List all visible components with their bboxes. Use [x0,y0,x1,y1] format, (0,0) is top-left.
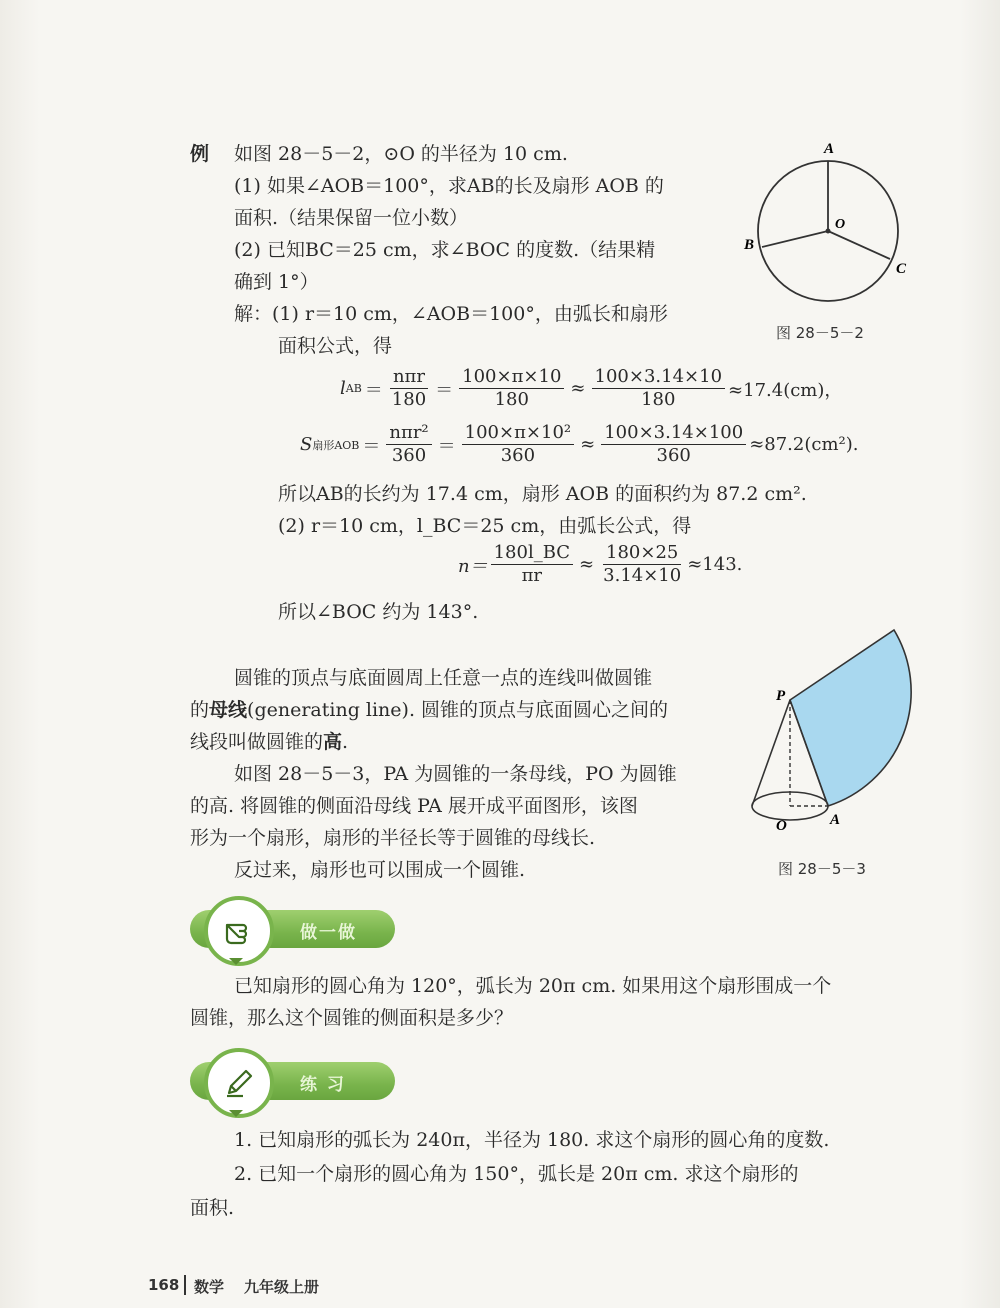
equation-arc-length: l AB ＝ $\frac{\text{nπr}}{180}$ ＝ $\frac{100\times\pi\times 10}{180}$ ≈ $\frac{100\times 3.14\times 10}{180}$ ≈17.4(cm)， [340,366,843,410]
cone-side-left [752,700,790,806]
page-number: 168 [148,1276,180,1294]
example-line-5: 确到 1°） [234,271,319,293]
label-P: P [776,688,786,704]
example-line-4: (2) 已知BC＝25 cm，求∠BOC 的度数.（结果精 [234,239,656,261]
activity-question-1: 已知扇形的圆心角为 120°，弧长为 20π cm. 如果用这个扇形围成一个 [234,975,832,997]
label-A2: A [830,812,841,828]
label-C: C [896,261,907,277]
para-2-line-1: 如图 28－5－3，PA 为圆锥的一条母线，PO 为圆锥 [234,763,677,785]
activity-label: 做一做 [300,923,357,943]
label-A: A [824,141,835,157]
figure-cone [744,620,924,840]
solution-line-2: 面积公式，得 [278,335,393,357]
term-generatrix: 母线 [209,699,248,721]
para-3: 反过来，扇形也可以围成一个圆锥. [234,859,526,881]
equation-angle: n＝ $\frac{180l\_BC}{\pi r}$ ≈ $\frac{180\times 25}{3.14\times 10}$ ≈143. [458,542,743,586]
exercise-2-line-1: 2. 已知一个扇形的圆心角为 150°，弧长是 20π cm. 求这个扇形的 [234,1163,799,1185]
label-B: B [744,237,755,253]
para-1-line-3: 线段叫做圆锥的高. [190,731,349,753]
footer-subject: 数学 [194,1278,225,1296]
exercise-1: 1. 已知扇形的弧长为 240π，半径为 180. 求这个扇形的圆心角的度数. [234,1129,830,1151]
figure-circle [740,135,920,315]
para-1-line-1: 圆锥的顶点与底面圆周上任意一点的连线叫做圆锥 [234,667,653,689]
term-height: 高 [323,731,343,753]
example-line-1: 如图 28－5－2，⊙O 的半径为 10 cm. [234,143,568,165]
exercise-pointer [229,1110,243,1117]
solution-line-1: 解：(1) r＝10 cm，∠AOB＝100°，由弧长和扇形 [234,303,668,325]
exercise-label: 练 习 [300,1075,346,1095]
solution-line-5: 所以∠BOC 约为 143°. [278,601,479,623]
figure-caption-1: 图 28－5－2 [776,324,864,342]
footer-grade: 九年级上册 [244,1278,320,1296]
equation-sector-area: S 扇形AOB ＝ $\frac{\text{nπr²}}{360}$ ＝ $\frac{\text{100×π×10²}}{360}$ ≈ $\frac{100\times 3.14\times 100}{360}$ ≈87.2(cm²). [300,422,859,466]
hand-icon [204,896,274,966]
example-tag: 例 [190,143,210,165]
solution-line-3: 所以AB的长约为 17.4 cm，扇形 AOB 的面积约为 87.2 cm². [278,483,807,505]
para-1-line-2: 的母线(generating line). 圆锥的顶点与底面圆心之间的 [190,699,669,721]
activity-question-2: 圆锥，那么这个圆锥的侧面积是多少？ [190,1007,514,1029]
label-O2: O [776,818,787,834]
radius-OC [828,231,890,259]
solution-line-4: (2) r＝10 cm，l_BC＝25 cm，由弧长公式，得 [278,515,692,537]
label-O: O [835,217,846,232]
para-2-line-3: 形为一个扇形，扇形的半径长等于圆锥的母线长. [190,827,596,849]
example-line-2: (1) 如果∠AOB＝100°，求AB的长及扇形 AOB 的 [234,175,664,197]
exercise-2-line-2: 面积. [190,1197,235,1219]
example-line-3: 面积.（结果保留一位小数） [234,207,469,229]
para-2-line-2: 的高. 将圆锥的侧面沿母线 PA 展开成平面图形，该图 [190,795,638,817]
pencil-icon [204,1048,274,1118]
center-point [826,229,831,234]
activity-pointer [229,958,243,965]
radius-OB [762,231,828,247]
unrolled-sector [790,630,911,806]
footer-divider [184,1275,186,1295]
figure-caption-2: 图 28－5－3 [778,860,866,878]
